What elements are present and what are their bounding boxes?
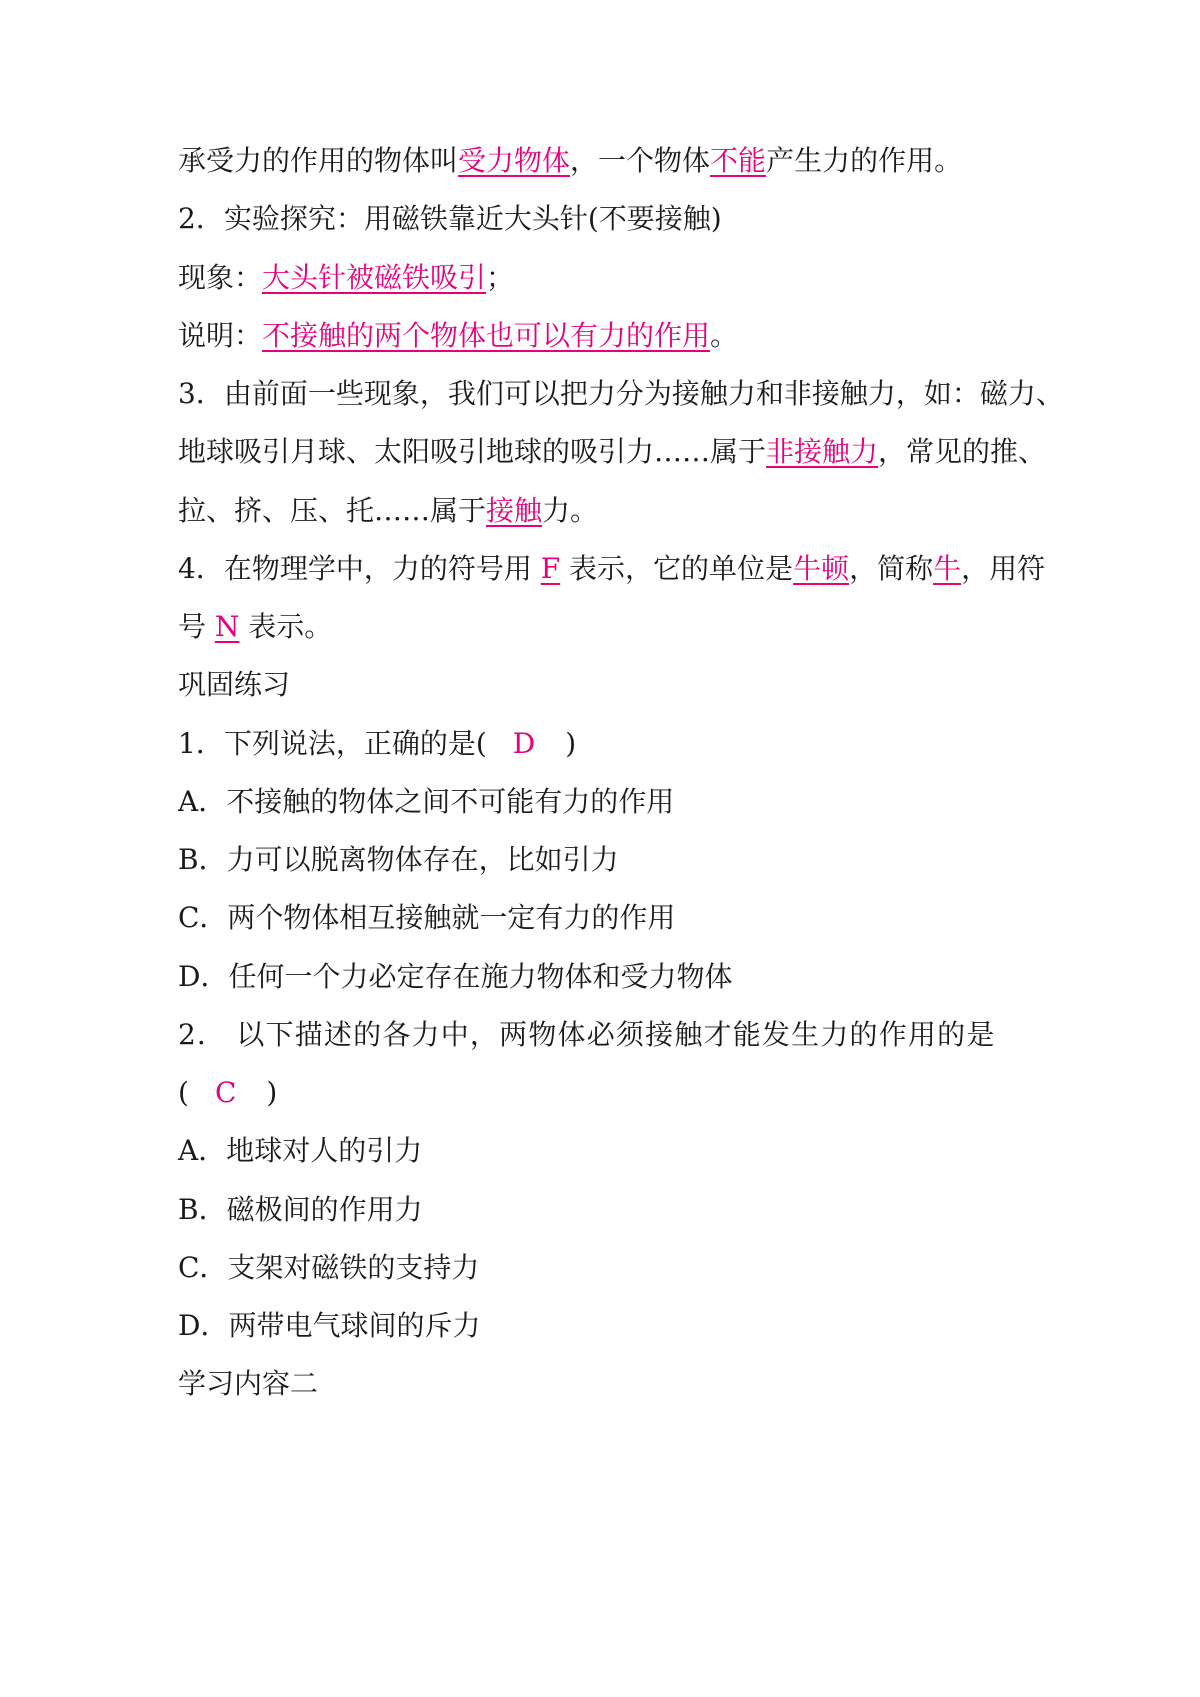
text-line-3 [178, 258, 1038, 298]
text-segment: 说明： [178, 319, 263, 352]
text-line-6 [178, 432, 1047, 472]
text-segment: ) [565, 727, 577, 760]
answer-non-contact-force: 非接触力 [766, 435, 879, 468]
q2-option-a [178, 1131, 1038, 1171]
text-segment: A．不接触的物体之间不可能有力的作用 [178, 785, 675, 818]
answer-phenomenon: 大头针被磁铁吸引 [262, 261, 487, 294]
text-segment: 巩固练习 [178, 668, 291, 701]
answer-contact: 接触 [486, 494, 543, 527]
text-segment: 2． 以下描述的各力中，两物体必须接触才能发生力的作用的是 [178, 1018, 996, 1051]
q1-option-d [178, 957, 1038, 997]
text-segment: 2．实验探究：用磁铁靠近大头针(不要接触) [178, 202, 722, 235]
q2-option-d [178, 1306, 1038, 1346]
text-segment: ( [178, 1076, 189, 1109]
q1-option-b [178, 840, 1038, 880]
text-line-5 [178, 374, 1064, 414]
q1-option-a [178, 782, 1038, 822]
answer-choice-q2: C [214, 1076, 237, 1109]
text-segment: C．支架对磁铁的支持力 [178, 1251, 480, 1284]
q1-option-c [178, 898, 1038, 938]
answer-cannot: 不能 [710, 144, 767, 177]
question-2 [178, 1015, 1038, 1055]
section-heading-content-2 [178, 1364, 1038, 1404]
text-segment: 表示。 [239, 610, 333, 643]
text-segment: 号 [178, 610, 215, 643]
answer-force-symbol: F [540, 552, 561, 585]
text-segment: D．两带电气球间的斥力 [178, 1309, 481, 1342]
text-line-8 [178, 549, 1046, 589]
text-segment: B．磁极间的作用力 [178, 1193, 423, 1226]
answer-explanation: 不接触的两个物体也可以有力的作用 [262, 319, 711, 352]
question-1 [178, 724, 1038, 764]
text-segment: ，常见的推、 [878, 435, 1047, 468]
text-segment: ，一个物体 [570, 144, 711, 177]
text-segment: 拉、挤、压、托……属于 [178, 494, 487, 527]
section-heading-practice [178, 665, 1038, 705]
q2-option-c [178, 1248, 1038, 1288]
answer-choice-q1: D [512, 727, 536, 760]
answer-unit-symbol: N [214, 610, 240, 643]
text-segment: D．任何一个力必定存在施力物体和受力物体 [178, 960, 733, 993]
text-line-2 [178, 199, 1038, 239]
text-segment: 1．下列说法，正确的是( [178, 727, 487, 760]
text-segment: C．两个物体相互接触就一定有力的作用 [178, 901, 676, 934]
text-segment: 产生力的作用。 [766, 144, 963, 177]
text-segment: 表示，它的单位是 [560, 552, 794, 585]
text-segment: 现象： [178, 261, 263, 294]
text-segment: ； [486, 261, 515, 294]
text-segment: A．地球对人的引力 [178, 1134, 423, 1167]
question-2-answer-line [178, 1073, 1038, 1113]
text-segment: ) [266, 1076, 278, 1109]
text-segment: 承受力的作用的物体叫 [178, 144, 459, 177]
text-segment: 3．由前面一些现象，我们可以把力分为接触力和非接触力，如：磁力、 [178, 377, 1064, 410]
text-segment: 地球吸引月球、太阳吸引地球的吸引力……属于 [178, 435, 767, 468]
text-line-7 [178, 491, 1038, 531]
answer-receiving-object: 受力物体 [458, 144, 571, 177]
text-segment: 力。 [542, 494, 599, 527]
text-line-9 [178, 607, 1038, 647]
answer-unit-newton: 牛顿 [793, 552, 850, 585]
text-line-1 [178, 141, 1038, 181]
text-segment: ，简称 [849, 552, 934, 585]
q2-option-b [178, 1190, 1038, 1230]
answer-unit-short: 牛 [933, 552, 962, 585]
text-segment: 。 [710, 319, 739, 352]
text-line-4 [178, 316, 1038, 356]
text-segment: B．力可以脱离物体存在，比如引力 [178, 843, 619, 876]
text-segment: 学习内容二 [178, 1367, 319, 1400]
text-segment: ，用符 [961, 552, 1046, 585]
text-segment: 4．在物理学中，力的符号用 [178, 552, 541, 585]
